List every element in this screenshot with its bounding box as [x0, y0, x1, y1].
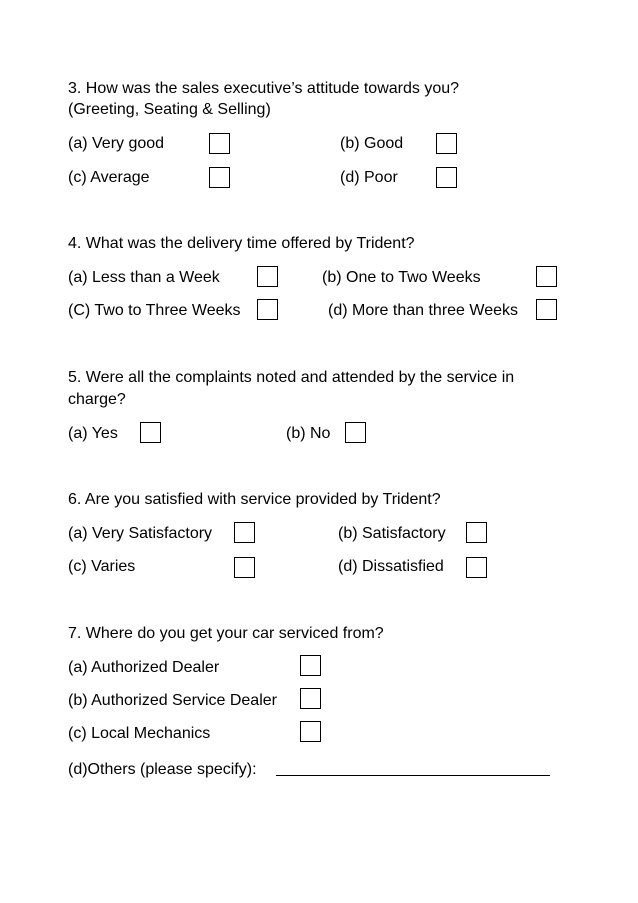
q6-option-d-label: (d) Dissatisfied [338, 558, 444, 575]
q6-option-d-checkbox[interactable] [466, 557, 487, 578]
q7-others-specify-line[interactable] [276, 775, 550, 776]
q6-option-b-label: (b) Satisfactory [338, 525, 446, 542]
question-7-text: 7. Where do you get your car serviced from? [68, 625, 384, 642]
q4-option-a-checkbox[interactable] [257, 266, 278, 287]
q3-option-d-label: (d) Poor [340, 169, 398, 186]
q7-option-b-checkbox[interactable] [300, 688, 321, 709]
q7-option-c-checkbox[interactable] [300, 721, 321, 742]
q3-option-b-label: (b) Good [340, 135, 404, 152]
q4-option-b-label: (b) One to Two Weeks [322, 269, 481, 286]
q4-option-b-checkbox[interactable] [536, 266, 557, 287]
question-5-text-line2: charge? [68, 391, 126, 408]
q6-option-a-label: (a) Very Satisfactory [68, 525, 213, 542]
q6-option-c-label: (c) Varies [68, 558, 136, 575]
question-3-subtitle: (Greeting, Seating & Selling) [68, 101, 271, 118]
q6-option-a-checkbox[interactable] [234, 522, 255, 543]
q6-option-b-checkbox[interactable] [466, 522, 487, 543]
q7-option-d-label: (d)Others (please specify): [68, 761, 257, 778]
q4-option-d-label: (d) More than three Weeks [328, 302, 519, 319]
q4-option-c-checkbox[interactable] [257, 299, 278, 320]
q5-option-b-label: (b) No [286, 425, 331, 442]
q4-option-c-label: (C) Two to Three Weeks [68, 302, 241, 319]
q5-option-b-checkbox[interactable] [345, 422, 366, 443]
q4-option-a-label: (a) Less than a Week [68, 269, 220, 286]
q3-option-d-checkbox[interactable] [436, 167, 457, 188]
q7-option-c-label: (c) Local Mechanics [68, 725, 211, 742]
q3-option-a-checkbox[interactable] [209, 133, 230, 154]
q7-option-a-checkbox[interactable] [300, 655, 321, 676]
question-6-text: 6. Are you satisfied with service provided by Trident? [68, 491, 441, 508]
q6-option-c-checkbox[interactable] [234, 557, 255, 578]
q3-option-c-label: (c) Average [68, 169, 150, 186]
q3-option-c-checkbox[interactable] [209, 167, 230, 188]
q7-option-a-label: (a) Authorized Dealer [68, 659, 220, 676]
question-3-text: 3. How was the sales executive’s attitude towards you? [68, 80, 460, 97]
q3-option-a-label: (a) Very good [68, 135, 165, 152]
q5-option-a-label: (a) Yes [68, 425, 118, 442]
q7-option-b-label: (b) Authorized Service Dealer [68, 692, 277, 709]
question-5-text-line1: 5. Were all the complaints noted and attended by the service in [68, 369, 515, 386]
q3-option-b-checkbox[interactable] [436, 133, 457, 154]
question-4-text: 4. What was the delivery time offered by Trident? [68, 235, 415, 252]
q4-option-d-checkbox[interactable] [536, 299, 557, 320]
q5-option-a-checkbox[interactable] [140, 422, 161, 443]
